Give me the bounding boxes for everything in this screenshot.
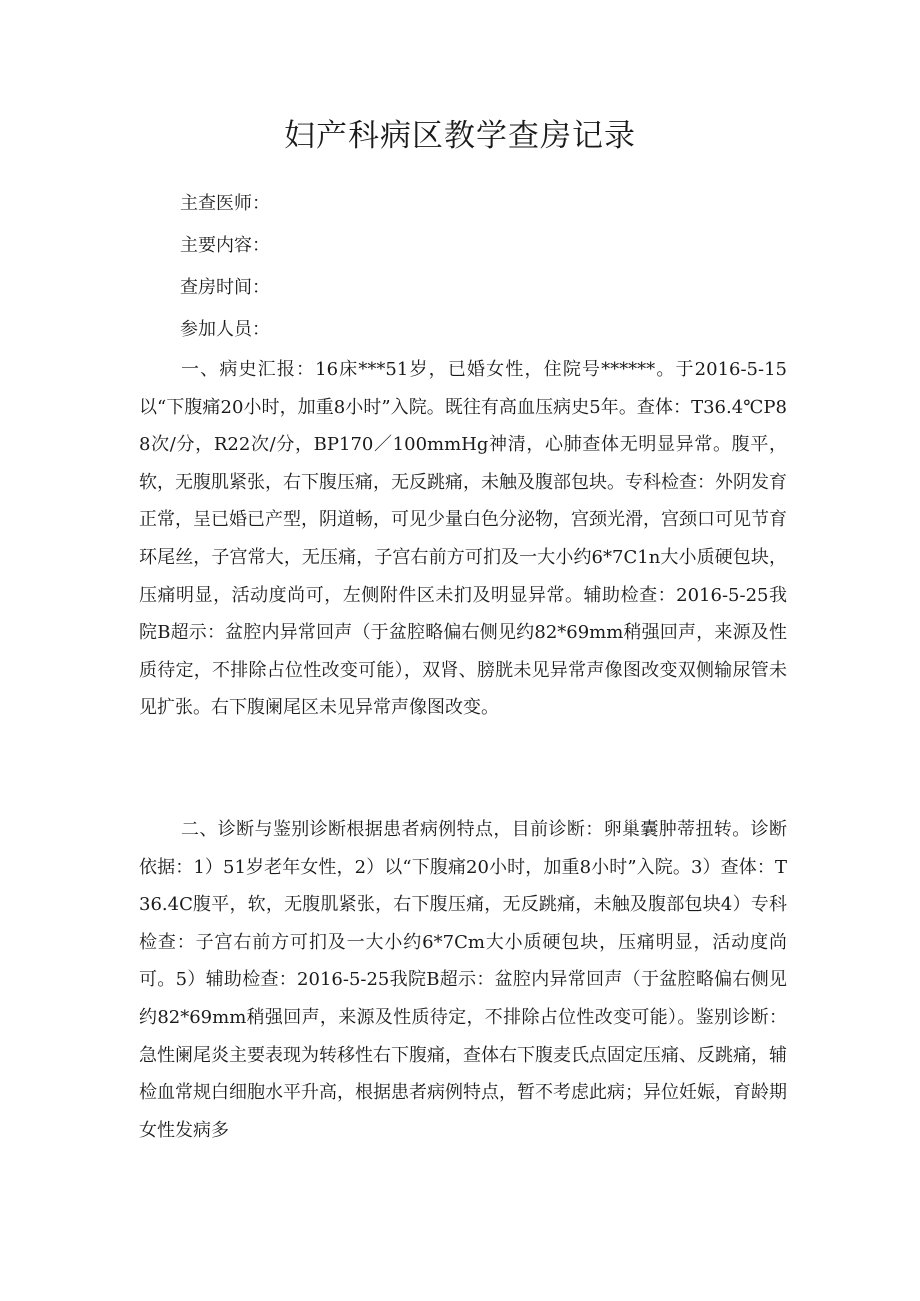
paragraph-case-history: 一、病史汇报：16床***51岁，已婚女性，住院号******。于2016-5-15以“下腹痛20小时，加重8小时”入院。既往有高血压病史5年。查体：T36.4℃P88次/分，R22次/分，BP170／100mmHg神清，心肺查体无明显异常。腹平，软，无腹肌紧张，右下腹压痛，无反跳痛，未触及腹部包块。专科检查：外阴发育正常，呈已婚已产型，阴道畅，可见少量白色分泌物，宫颈光滑，宫颈口可见节育环尾丝，子宫常大，无压痛，子宫右前方可扪及一大小约6*7C1n大小质硬包块，压痛明显，活动度尚可，左侧附件区未扪及明显异常。辅助检查：2016-5-25我院B超示：盆腔内异常回声（于盆腔略偏右侧见约82*69mm稍强回声，来源及性质待定，不排除占位性改变可能），双肾、膀胱未见异常声像图改变双侧输尿管未见扩张。右下腹阑尾区未见异常声像图改变。 — [139, 359, 787, 719]
field-chief-physician: 主查医师： — [180, 193, 270, 214]
paragraph-diagnosis: 二、诊断与鉴别诊断根据患者病例特点，目前诊断：卵巢囊肿蒂扭转。诊断依据：1）51岁老年女性，2）以“下腹痛20小时，加重8小时”入院。3）查体：T36.4C腹平，软，无腹肌紧张，右下腹压痛，无反跳痛，未触及腹部包块4）专科检查：子宫右前方可扪及一大小约6*7Cm大小质硬包块，压痛明显，活动度尚可。5）辅助检查：2016-5-25我院B超示：盆腔内异常回声（于盆腔略偏右侧见约82*69mm稍强回声，来源及性质待定，不排除占位性改变可能）。鉴别诊断：急性阑尾炎主要表现为转移性右下腹痛，查体右下腹麦氏点固定压痛、反跳痛，辅检血常规白细胞水平升高，根据患者病例特点，暂不考虑此病；异位妊娠，育龄期女性发病多 — [139, 819, 787, 1141]
field-participants: 参加人员： — [180, 319, 270, 340]
field-rounds-time: 查房时间： — [180, 277, 270, 298]
field-main-content: 主要内容： — [180, 235, 270, 256]
page-title: 妇产科病区教学查房记录 — [284, 118, 636, 154]
